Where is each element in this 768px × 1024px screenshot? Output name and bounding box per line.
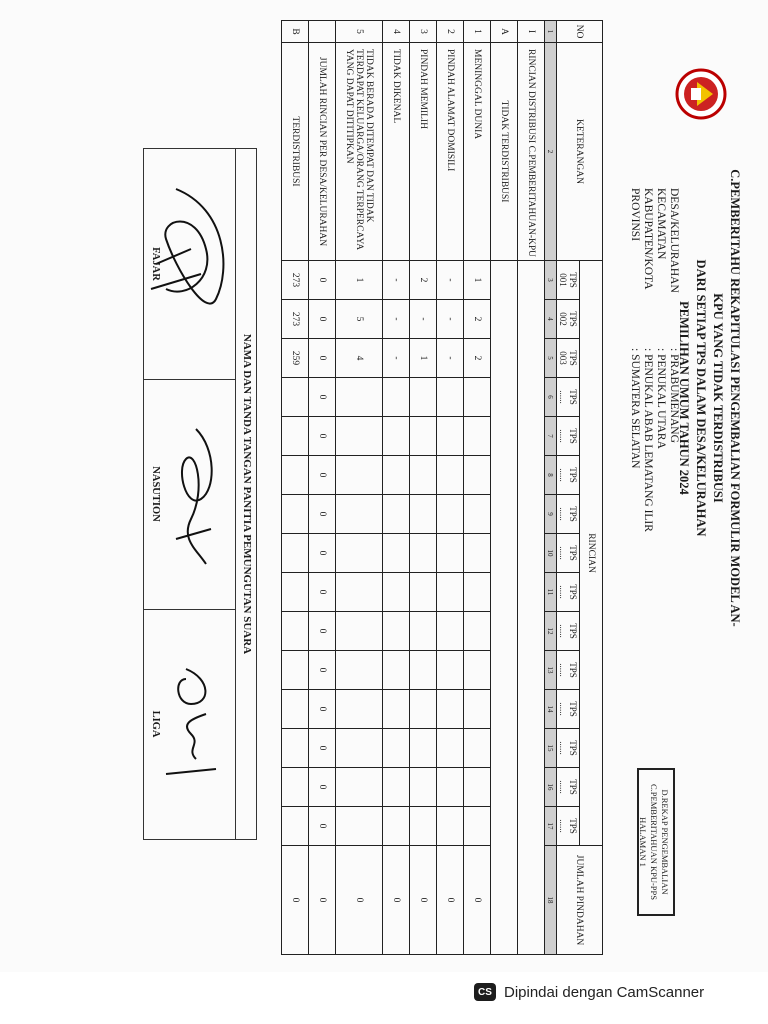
- table-row: [282, 21, 309, 955]
- tps-value-cell: 0: [309, 573, 336, 612]
- tps-value-cell: 0: [309, 612, 336, 651]
- info-row-kecamatan: [654, 188, 667, 532]
- tps-value-cell: [410, 417, 437, 456]
- tps-value-cell: [336, 807, 383, 846]
- tps-label: TPS: [568, 818, 578, 834]
- tps-value-cell: [336, 768, 383, 807]
- tps-value-cell: [336, 417, 383, 456]
- tps-value-cell: [282, 729, 309, 768]
- tps-value-cell: [336, 456, 383, 495]
- tps-value-cell: 0: [309, 261, 336, 300]
- tps-value-cell: [282, 573, 309, 612]
- tps-column-header: [557, 300, 580, 339]
- tps-value-cell: [383, 729, 410, 768]
- info-label: KABUPATEN/KOTA: [642, 188, 654, 290]
- tps-value-cell: [410, 651, 437, 690]
- row-no: [309, 21, 336, 43]
- tps-value-cell: [437, 651, 464, 690]
- tps-column-header: [557, 807, 580, 846]
- tps-value-cell: 259: [282, 339, 309, 378]
- tps-number: ......: [558, 546, 568, 560]
- tps-value-cell: 273: [282, 300, 309, 339]
- tps-value-cell: 1: [336, 261, 383, 300]
- table-row-tidak-terdistribusi: [491, 21, 518, 955]
- form-code-line1: D.REKAP PENGEMBALIAN: [660, 789, 670, 895]
- column-number-row: [545, 21, 557, 955]
- row-no: B: [282, 21, 309, 43]
- table-row-rincian-distribusi: [518, 21, 545, 955]
- tps-value-cell: 0: [309, 690, 336, 729]
- tps-value-cell: [464, 573, 491, 612]
- tps-value-cell: [410, 807, 437, 846]
- title-line2: DARI SETIAP TPS DALAM DESA/KELURAHAN: [694, 259, 708, 537]
- tps-value-cell: [383, 768, 410, 807]
- jumlah-pindahan-cell: 0: [336, 846, 383, 955]
- camscanner-text: Dipindai dengan CamScanner: [504, 983, 705, 1001]
- info-value: : PENUKAL UTARA: [655, 348, 667, 449]
- tps-value-cell: 0: [309, 807, 336, 846]
- tps-column-header: [557, 651, 580, 690]
- tps-value-cell: [464, 417, 491, 456]
- signature-cell-nasution: [144, 379, 236, 609]
- tps-number: 003: [558, 351, 568, 365]
- info-value: : SUMATERA SELATAN: [629, 348, 641, 469]
- table-row: [410, 21, 437, 955]
- tps-value-cell: [464, 651, 491, 690]
- tps-value-cell: 0: [309, 339, 336, 378]
- tps-value-cell: [383, 417, 410, 456]
- camscanner-icon: CS: [474, 983, 496, 1001]
- tps-value-cell: [464, 456, 491, 495]
- recap-table: [281, 20, 603, 955]
- tps-column-header: [557, 378, 580, 417]
- jumlah-pindahan-cell: 0: [464, 846, 491, 955]
- tps-column-header: [557, 339, 580, 378]
- tps-value-cell: [383, 495, 410, 534]
- tps-value-cell: [282, 690, 309, 729]
- col-keterangan-header: KETERANGAN: [557, 43, 603, 261]
- row-no: 1: [464, 21, 491, 43]
- info-row-kabupaten: [641, 188, 654, 532]
- tps-label: TPS: [568, 350, 578, 366]
- tps-value-cell: [464, 768, 491, 807]
- row-label: MENINGGAL DUNIA: [464, 43, 491, 261]
- document-title: [675, 168, 743, 628]
- column-number: 8: [545, 456, 557, 495]
- tps-value-cell: 0: [309, 729, 336, 768]
- tps-number: 002: [558, 312, 568, 326]
- tps-value-cell: 0: [309, 651, 336, 690]
- tps-value-cell: [282, 456, 309, 495]
- tps-label: TPS: [568, 545, 578, 561]
- tps-value-cell: [410, 573, 437, 612]
- tps-label: TPS: [568, 584, 578, 600]
- title-line3: PEMILIHAN UMUM TAHUN 2024: [677, 301, 691, 495]
- row-label: TIDAK BERADA DITEMPAT DAN TIDAK TERDAPAT KELUARGA/ORANG TERPERCAYA YANG DAPAT DITITIPKAN: [336, 43, 383, 261]
- column-number: 16: [545, 768, 557, 807]
- tps-value-cell: [410, 729, 437, 768]
- tps-value-cell: [383, 651, 410, 690]
- tps-value-cell: [383, 807, 410, 846]
- region-info: [628, 188, 680, 532]
- tps-value-cell: [437, 768, 464, 807]
- tps-label: TPS: [568, 311, 578, 327]
- column-number: 10: [545, 534, 557, 573]
- tps-value-cell: [282, 417, 309, 456]
- row-label: TIDAK TERDISTRIBUSI: [491, 43, 518, 261]
- tps-value-cell: [464, 690, 491, 729]
- col-no-header: NO: [557, 21, 603, 43]
- row-no: I: [518, 21, 545, 43]
- tps-value-cell: [336, 378, 383, 417]
- tps-value-cell: [282, 768, 309, 807]
- tps-value-cell: [437, 729, 464, 768]
- jumlah-pindahan-cell: 0: [383, 846, 410, 955]
- tps-number: ......: [558, 624, 568, 638]
- tps-value-cell: -: [383, 339, 410, 378]
- tps-value-cell: [437, 456, 464, 495]
- tps-label: TPS: [568, 506, 578, 522]
- form-code-line2: C.PEMBERITAHUAN KPU-PPS: [649, 784, 659, 900]
- tps-value-cell: 0: [309, 417, 336, 456]
- row-no: A: [491, 21, 518, 43]
- info-label: KECAMATAN: [655, 188, 667, 260]
- row-label: JUMLAH RINCIAN PER DESA/KELURAHAN: [309, 43, 336, 261]
- tps-column-header: [557, 417, 580, 456]
- tps-column-header: [557, 534, 580, 573]
- tps-value-cell: [410, 534, 437, 573]
- tps-value-cell: 5: [336, 300, 383, 339]
- jumlah-pindahan-cell: 0: [309, 846, 336, 955]
- tps-label: TPS: [568, 467, 578, 483]
- empty-cell: [518, 261, 545, 955]
- tps-value-cell: [464, 612, 491, 651]
- col-rincian-header: RINCIAN: [580, 261, 603, 846]
- column-number: 3: [545, 261, 557, 300]
- tps-value-cell: 1: [410, 339, 437, 378]
- tps-value-cell: [464, 729, 491, 768]
- tps-column-header: [557, 768, 580, 807]
- tps-value-cell: 0: [309, 378, 336, 417]
- tps-value-cell: [464, 807, 491, 846]
- info-row-provinsi: [628, 188, 641, 532]
- tps-value-cell: [282, 378, 309, 417]
- tps-label: TPS: [568, 623, 578, 639]
- column-number: 11: [545, 573, 557, 612]
- jumlah-pindahan-cell: 0: [282, 846, 309, 955]
- tps-label: TPS: [568, 389, 578, 405]
- tps-number: ......: [558, 390, 568, 404]
- col-jumlah-header: JUMLAH PINDAHAN: [557, 846, 603, 955]
- tps-number: ......: [558, 741, 568, 755]
- tps-column-header: [557, 495, 580, 534]
- signature-panel: [143, 148, 257, 840]
- signature-cell-liga: [144, 609, 236, 839]
- column-number: 5: [545, 339, 557, 378]
- tps-value-cell: 1: [464, 261, 491, 300]
- jumlah-pindahan-cell: 0: [410, 846, 437, 955]
- tps-value-cell: [336, 534, 383, 573]
- form-code-line3: HALAMAN 1: [638, 817, 648, 867]
- tps-value-cell: [437, 534, 464, 573]
- row-label: PINDAH MEMILIH: [410, 43, 437, 261]
- column-number: 12: [545, 612, 557, 651]
- tps-number: ......: [558, 429, 568, 443]
- kpu-logo: [675, 68, 727, 120]
- info-value: : PRABUMENANG: [668, 348, 680, 443]
- tps-value-cell: [437, 495, 464, 534]
- tps-value-cell: 0: [309, 495, 336, 534]
- tps-value-cell: [464, 495, 491, 534]
- signatory-name: LIGA: [150, 710, 161, 738]
- tps-value-cell: [410, 768, 437, 807]
- tps-value-cell: 273: [282, 261, 309, 300]
- tps-number: ......: [558, 507, 568, 521]
- row-label: TERDISTRIBUSI: [282, 43, 309, 261]
- tps-value-cell: [437, 417, 464, 456]
- column-number: 9: [545, 495, 557, 534]
- tps-label: TPS: [568, 779, 578, 795]
- tps-value-cell: [336, 573, 383, 612]
- column-number: 7: [545, 417, 557, 456]
- row-no: 2: [437, 21, 464, 43]
- column-number: 1: [545, 21, 557, 43]
- tps-value-cell: [437, 378, 464, 417]
- tps-value-cell: [282, 612, 309, 651]
- tps-value-cell: [410, 690, 437, 729]
- tps-column-header: [557, 456, 580, 495]
- title-line1: C.PEMBERITAHU REKAPITULASI PENGEMBALIAN FORMULIR MODEL AN-KPU YANG TIDAK TERDISTRIBUSI: [711, 169, 742, 627]
- tps-value-cell: [336, 690, 383, 729]
- column-number: 13: [545, 651, 557, 690]
- form-code-box: [637, 768, 675, 916]
- column-number: 4: [545, 300, 557, 339]
- table-row: [336, 21, 383, 955]
- tps-value-cell: [336, 651, 383, 690]
- row-label: TIDAK DIKENAL: [383, 43, 410, 261]
- tps-value-cell: -: [383, 300, 410, 339]
- tps-value-cell: [410, 495, 437, 534]
- column-number: 17: [545, 807, 557, 846]
- tps-value-cell: 0: [309, 768, 336, 807]
- tps-column-header: [557, 612, 580, 651]
- table-body: [282, 21, 545, 955]
- tps-value-cell: 2: [464, 339, 491, 378]
- info-row-desa: [667, 188, 680, 532]
- tps-number: 001: [558, 273, 568, 287]
- tps-number: ......: [558, 780, 568, 794]
- row-label: RINCIAN DISTRIBUSI C.PEMBERITAHUAN-KPU: [518, 43, 545, 261]
- tps-value-cell: 4: [336, 339, 383, 378]
- tps-number: ......: [558, 468, 568, 482]
- column-number: 6: [545, 378, 557, 417]
- tps-value-cell: 2: [410, 261, 437, 300]
- tps-value-cell: [383, 690, 410, 729]
- info-label: DESA/KELURAHAN: [668, 188, 680, 293]
- tps-value-cell: [437, 807, 464, 846]
- tps-value-cell: 0: [309, 300, 336, 339]
- tps-value-cell: [282, 534, 309, 573]
- row-label: PINDAH ALAMAT DOMISILI: [437, 43, 464, 261]
- table-row: [464, 21, 491, 955]
- tps-number: ......: [558, 819, 568, 833]
- tps-value-cell: -: [437, 300, 464, 339]
- tps-label: TPS: [568, 662, 578, 678]
- tps-value-cell: -: [410, 300, 437, 339]
- tps-column-header: [557, 573, 580, 612]
- column-number: 18: [545, 846, 557, 955]
- camscanner-watermark: [474, 983, 704, 1001]
- tps-value-cell: [383, 456, 410, 495]
- tps-value-cell: -: [437, 339, 464, 378]
- tps-label: TPS: [568, 701, 578, 717]
- tps-column-header: [557, 690, 580, 729]
- tps-value-cell: [383, 378, 410, 417]
- table-row: [383, 21, 410, 955]
- tps-number: ......: [558, 663, 568, 677]
- column-number: 14: [545, 690, 557, 729]
- tps-column-header: [557, 261, 580, 300]
- tps-value-cell: [410, 456, 437, 495]
- tps-value-cell: 2: [464, 300, 491, 339]
- row-no: 4: [383, 21, 410, 43]
- tps-label: TPS: [568, 740, 578, 756]
- tps-number: ......: [558, 585, 568, 599]
- tps-value-cell: -: [383, 261, 410, 300]
- tps-value-cell: [383, 612, 410, 651]
- tps-value-cell: [410, 612, 437, 651]
- row-no: 3: [410, 21, 437, 43]
- tps-value-cell: [437, 612, 464, 651]
- tps-value-cell: [336, 495, 383, 534]
- tps-column-header: [557, 729, 580, 768]
- tps-value-cell: [383, 573, 410, 612]
- signature-title: NAMA DAN TANDA TANGAN PANITIA PEMUNGUTAN SUARA: [241, 333, 253, 655]
- info-value: : PENUKAL ABAB LEMATANG ILIR: [642, 348, 654, 532]
- column-number: 2: [545, 43, 557, 261]
- tps-value-cell: 0: [309, 456, 336, 495]
- tps-value-cell: [383, 534, 410, 573]
- tps-label: TPS: [568, 272, 578, 288]
- signature-cell-fajar: [144, 149, 236, 379]
- jumlah-pindahan-cell: 0: [437, 846, 464, 955]
- tps-value-cell: -: [437, 261, 464, 300]
- tps-value-cell: [282, 807, 309, 846]
- table-row: [437, 21, 464, 955]
- tps-label: TPS: [568, 428, 578, 444]
- column-number: 15: [545, 729, 557, 768]
- tps-number: ......: [558, 702, 568, 716]
- tps-value-cell: [336, 729, 383, 768]
- table-row: [309, 21, 336, 955]
- tps-value-cell: [464, 378, 491, 417]
- rotated-form: [15, 8, 755, 964]
- info-label: PROVINSI: [629, 188, 641, 242]
- signatory-name: FAJAR: [150, 247, 161, 281]
- empty-cell: [491, 261, 518, 955]
- tps-value-cell: 0: [309, 534, 336, 573]
- tps-value-cell: [282, 651, 309, 690]
- tps-value-cell: [437, 690, 464, 729]
- signatory-name: NASUTION: [150, 466, 161, 522]
- tps-value-cell: [336, 612, 383, 651]
- tps-value-cell: [464, 534, 491, 573]
- tps-value-cell: [282, 495, 309, 534]
- tps-value-cell: [437, 573, 464, 612]
- tps-value-cell: [410, 378, 437, 417]
- row-no: 5: [336, 21, 383, 43]
